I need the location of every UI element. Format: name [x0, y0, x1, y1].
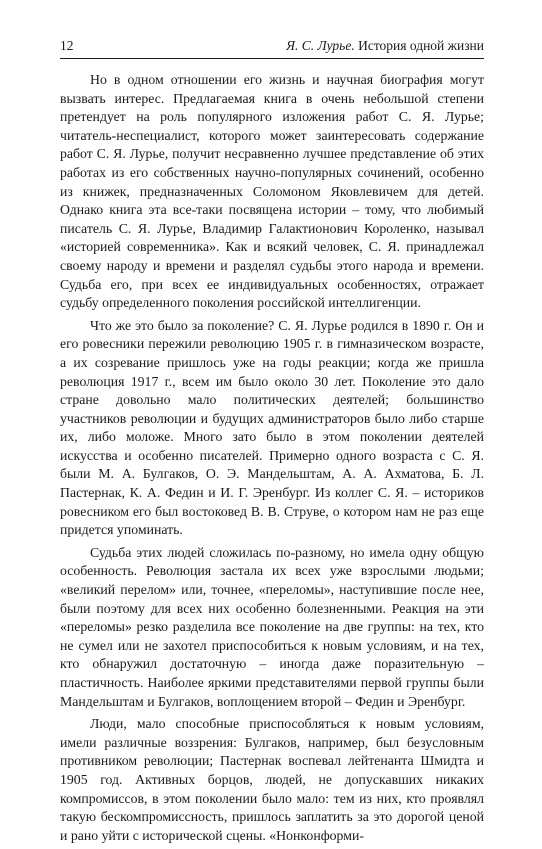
paragraph: Что же это было за поколение? С. Я. Лурье родился в 1890 г. Он и его ровесники пережили революцию 1905 г. в гимназическом возрасте, а их созревание пришлось уже на годы реакции; когда же пришла революция 1917 г., всем им было около 30 лет. Поколение это дало стране довольно мало политических деятелей; большинство участников революции и будущих администраторов было либо старше их, либо моложе. Много зато было в этом поколении деятелей искусства и особенно писателей. Примерно одного возраста с С. Я. были М. А. Булгаков, О. Э. Мандельштам, А. А. Ахматова, Б. Л. Пастернак, К. А. Федин и И. Г. Эренбург. Из коллег С. Я. – историков ровесником его был востоковед В. В. Струве, о котором нам не раз еще придется упоминать.	[60, 317, 484, 538]
book-title: История одной жизни	[358, 38, 484, 53]
body-text	[60, 71, 484, 849]
paragraph: Люди, мало способные приспособляться к новым условиям, имели различные воззрения: Булгаков, например, был безусловным противником революции; Пастернак воспевал лейтенанта Шмидта и 1905 год. Активных борцов, людей, не допускавших никаких компромиссов, в этом поколении было мало: тем из них, кто проявлял такую бескомпромиссность, пришлось заплатить за это дорогой ценой и рано уйти с исторической сцены. «Нонконформи-	[60, 716, 484, 843]
header-rule	[60, 58, 484, 59]
paragraph: Судьба этих людей сложилась по-разному, но имела одну общую особенность. Революция застала их всех уже взрослыми людьми; «великий перелом» или, точнее, «переломы», наступившие после нее, были поэтому для всех них особенно болезненными. Реакция на эти «переломы» резко разделила все поколение на две группы: на тех, кто не сумел или не захотел приспособиться к новым условиям, и на тех, кто обнаружил достаточную – иногда даже поразительную – пластичность. Наиболее яркими представителями первой группы были Мандельштам и Булгаков, воплощением второй – Федин и Эренбург.	[60, 544, 484, 709]
running-head	[60, 38, 484, 58]
paragraph: Но в одном отношении его жизнь и научная биография могут вызвать интерес. Предлагаемая книга в очень небольшой степени претендует на роль популярного изложения работ С. Я. Лурье; читатель-неспециалист, которого может заинтересовать содержание работ С. Я. Лурье, получит несравненно лучшее представление об этих работах из его собственных научно-популярных сочинений, особенно из книжек, предназначенных Соломоном Яковлевичем для детей. Однако книга эта все-таки посвящена истории – тому, что любимый писатель С. Я. Лурье, Владимир Галактионович Короленко, называл «историей современника». Как и всякий человек, С. Я. принадлежал своему народу и времени и разделял судьбы этого народа и времени. Судьба его, при всех ее индивидуальных особенностях, отражает судьбу определенного поколения российской интеллигенции.	[60, 72, 484, 311]
page-number: 12	[60, 38, 74, 53]
running-title	[286, 38, 484, 54]
author-name: Я. С. Лурье.	[286, 38, 355, 53]
